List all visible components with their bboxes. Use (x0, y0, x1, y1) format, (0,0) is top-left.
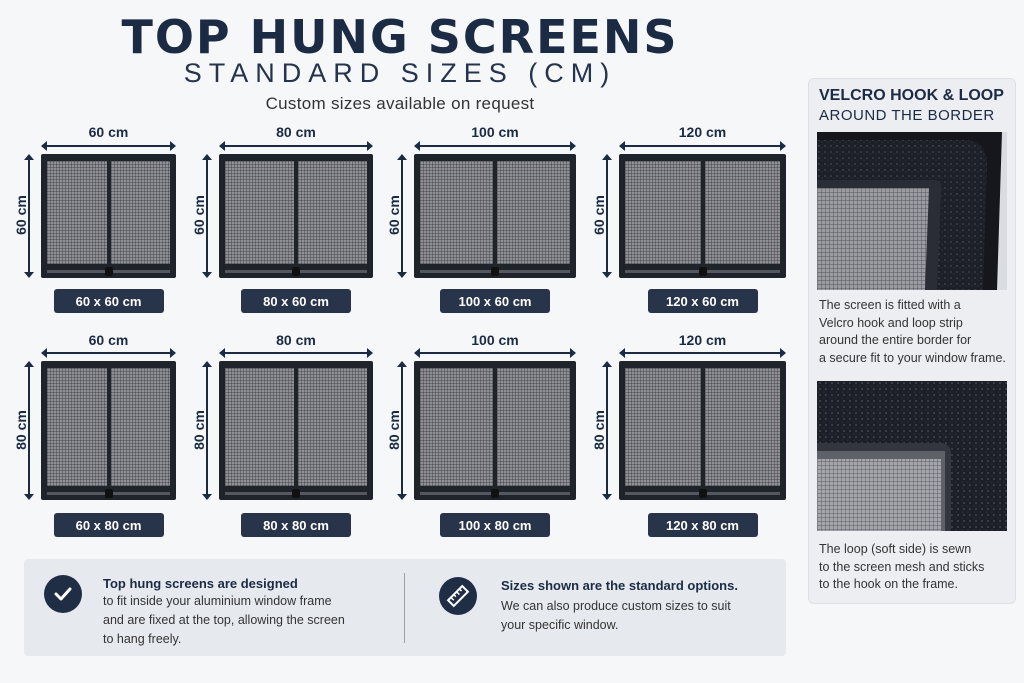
mesh-pane-left (420, 161, 493, 264)
screen-frame (219, 154, 373, 278)
size-badge: 80 x 60 cm (241, 289, 351, 313)
width-arrow (225, 352, 367, 354)
velcro-corner-photo (817, 132, 1007, 290)
mesh-pane-left (225, 368, 294, 486)
width-label: 60 cm (88, 124, 129, 140)
screen-frame (41, 361, 176, 500)
handle-icon (699, 267, 707, 276)
info-left-text (103, 592, 345, 649)
size-badge: 100 x 60 cm (440, 289, 550, 313)
size-badge: 60 x 60 cm (54, 289, 164, 313)
height-label: 60 cm (13, 195, 29, 235)
handle-icon (491, 267, 499, 276)
width-label: 80 cm (276, 124, 316, 140)
width-arrow (47, 352, 170, 354)
height-label: 80 cm (13, 409, 29, 450)
height-label: 60 cm (386, 195, 402, 235)
size-badge: 120 x 60 cm (648, 289, 758, 313)
height-label: 80 cm (191, 409, 207, 450)
handle-icon (292, 489, 300, 498)
info-divider (404, 573, 405, 643)
size-badge: 80 x 80 cm (241, 513, 351, 537)
info-left-line: to hang freely. (103, 632, 182, 646)
info-right-line: We can also produce custom sizes to suit (501, 599, 731, 613)
height-label: 60 cm (591, 195, 607, 235)
checkmark-icon (44, 575, 82, 613)
mesh-pane-right (111, 161, 171, 264)
mesh-pane-left (47, 368, 107, 486)
width-arrow (625, 145, 780, 147)
width-label: 60 cm (88, 332, 129, 348)
width-arrow (47, 145, 170, 147)
screen-frame (619, 154, 786, 278)
width-label: 100 cm (471, 332, 519, 348)
custom-sizes-note: Custom sizes available on request (265, 94, 535, 113)
sidebar-text-line: a secure fit to your window frame. (819, 350, 1006, 365)
handle-icon (292, 267, 300, 276)
velcro-sidebar (808, 78, 1016, 604)
mesh-pane-right (111, 368, 171, 486)
info-left-title: Top hung screens are designed (103, 576, 298, 591)
screen-frame (414, 361, 576, 500)
mesh-pane-left (625, 161, 701, 264)
sidebar-text-hook (819, 297, 1019, 367)
sidebar-text-line: to the screen mesh and sticks (819, 559, 985, 574)
mesh-pane-right (497, 368, 570, 486)
mesh-pane-right (497, 161, 570, 264)
mesh-pane-left (625, 368, 701, 486)
handle-icon (105, 489, 113, 498)
mesh-pane-left (225, 161, 294, 264)
info-left-line: to fit inside your aluminium window frame (103, 594, 332, 608)
screen-frame (414, 154, 576, 278)
size-badge: 120 x 80 cm (648, 513, 758, 537)
ruler-icon (439, 577, 477, 615)
height-label: 80 cm (591, 409, 607, 450)
width-arrow (420, 145, 570, 147)
sidebar-text-line: The loop (soft side) is sewn (819, 542, 972, 556)
info-panel (24, 559, 786, 656)
mesh-pane-left (420, 368, 493, 486)
sidebar-text-line: around the entire border for (819, 333, 972, 347)
sidebar-text-line: Velcro hook and loop strip (819, 315, 963, 330)
handle-icon (105, 267, 113, 276)
width-arrow (420, 352, 570, 354)
mesh-pane-right (705, 161, 781, 264)
mesh-pane-left (47, 161, 107, 264)
info-left-line: and are fixed at the top, allowing the screen (103, 613, 345, 627)
width-label: 80 cm (276, 332, 316, 348)
info-right-title: Sizes shown are the standard options. (501, 578, 738, 593)
size-badge: 100 x 80 cm (440, 513, 550, 537)
mesh-pane-right (298, 368, 367, 486)
width-label: 120 cm (678, 332, 727, 348)
velcro-loop-photo (817, 381, 1007, 531)
sidebar-heading: VELCRO HOOK & LOOP (819, 87, 1004, 104)
screen-frame (41, 154, 176, 278)
info-right-line: your specific window. (501, 618, 619, 632)
sidebar-text-loop (819, 541, 1019, 594)
width-label: 120 cm (678, 124, 727, 140)
height-label: 80 cm (386, 409, 402, 450)
width-arrow (225, 145, 367, 147)
handle-icon (491, 489, 499, 498)
mesh-pane-right (705, 368, 781, 486)
handle-icon (699, 489, 707, 498)
page-title: TOP HUNG SCREENS (121, 10, 679, 64)
page-subtitle: STANDARD SIZES (CM) (183, 58, 617, 88)
mesh-pane-right (298, 161, 367, 264)
sidebar-subheading: AROUND THE BORDER (819, 107, 995, 124)
sidebar-text-line: The screen is fitted with a (819, 298, 961, 312)
width-label: 100 cm (471, 124, 519, 140)
screen-frame (219, 361, 373, 500)
height-label: 60 cm (191, 195, 207, 235)
size-badge: 60 x 80 cm (54, 513, 164, 537)
width-arrow (625, 352, 780, 354)
screen-frame (619, 361, 786, 500)
sidebar-text-line: to the hook on the frame. (819, 577, 958, 591)
info-right-text (501, 597, 731, 635)
